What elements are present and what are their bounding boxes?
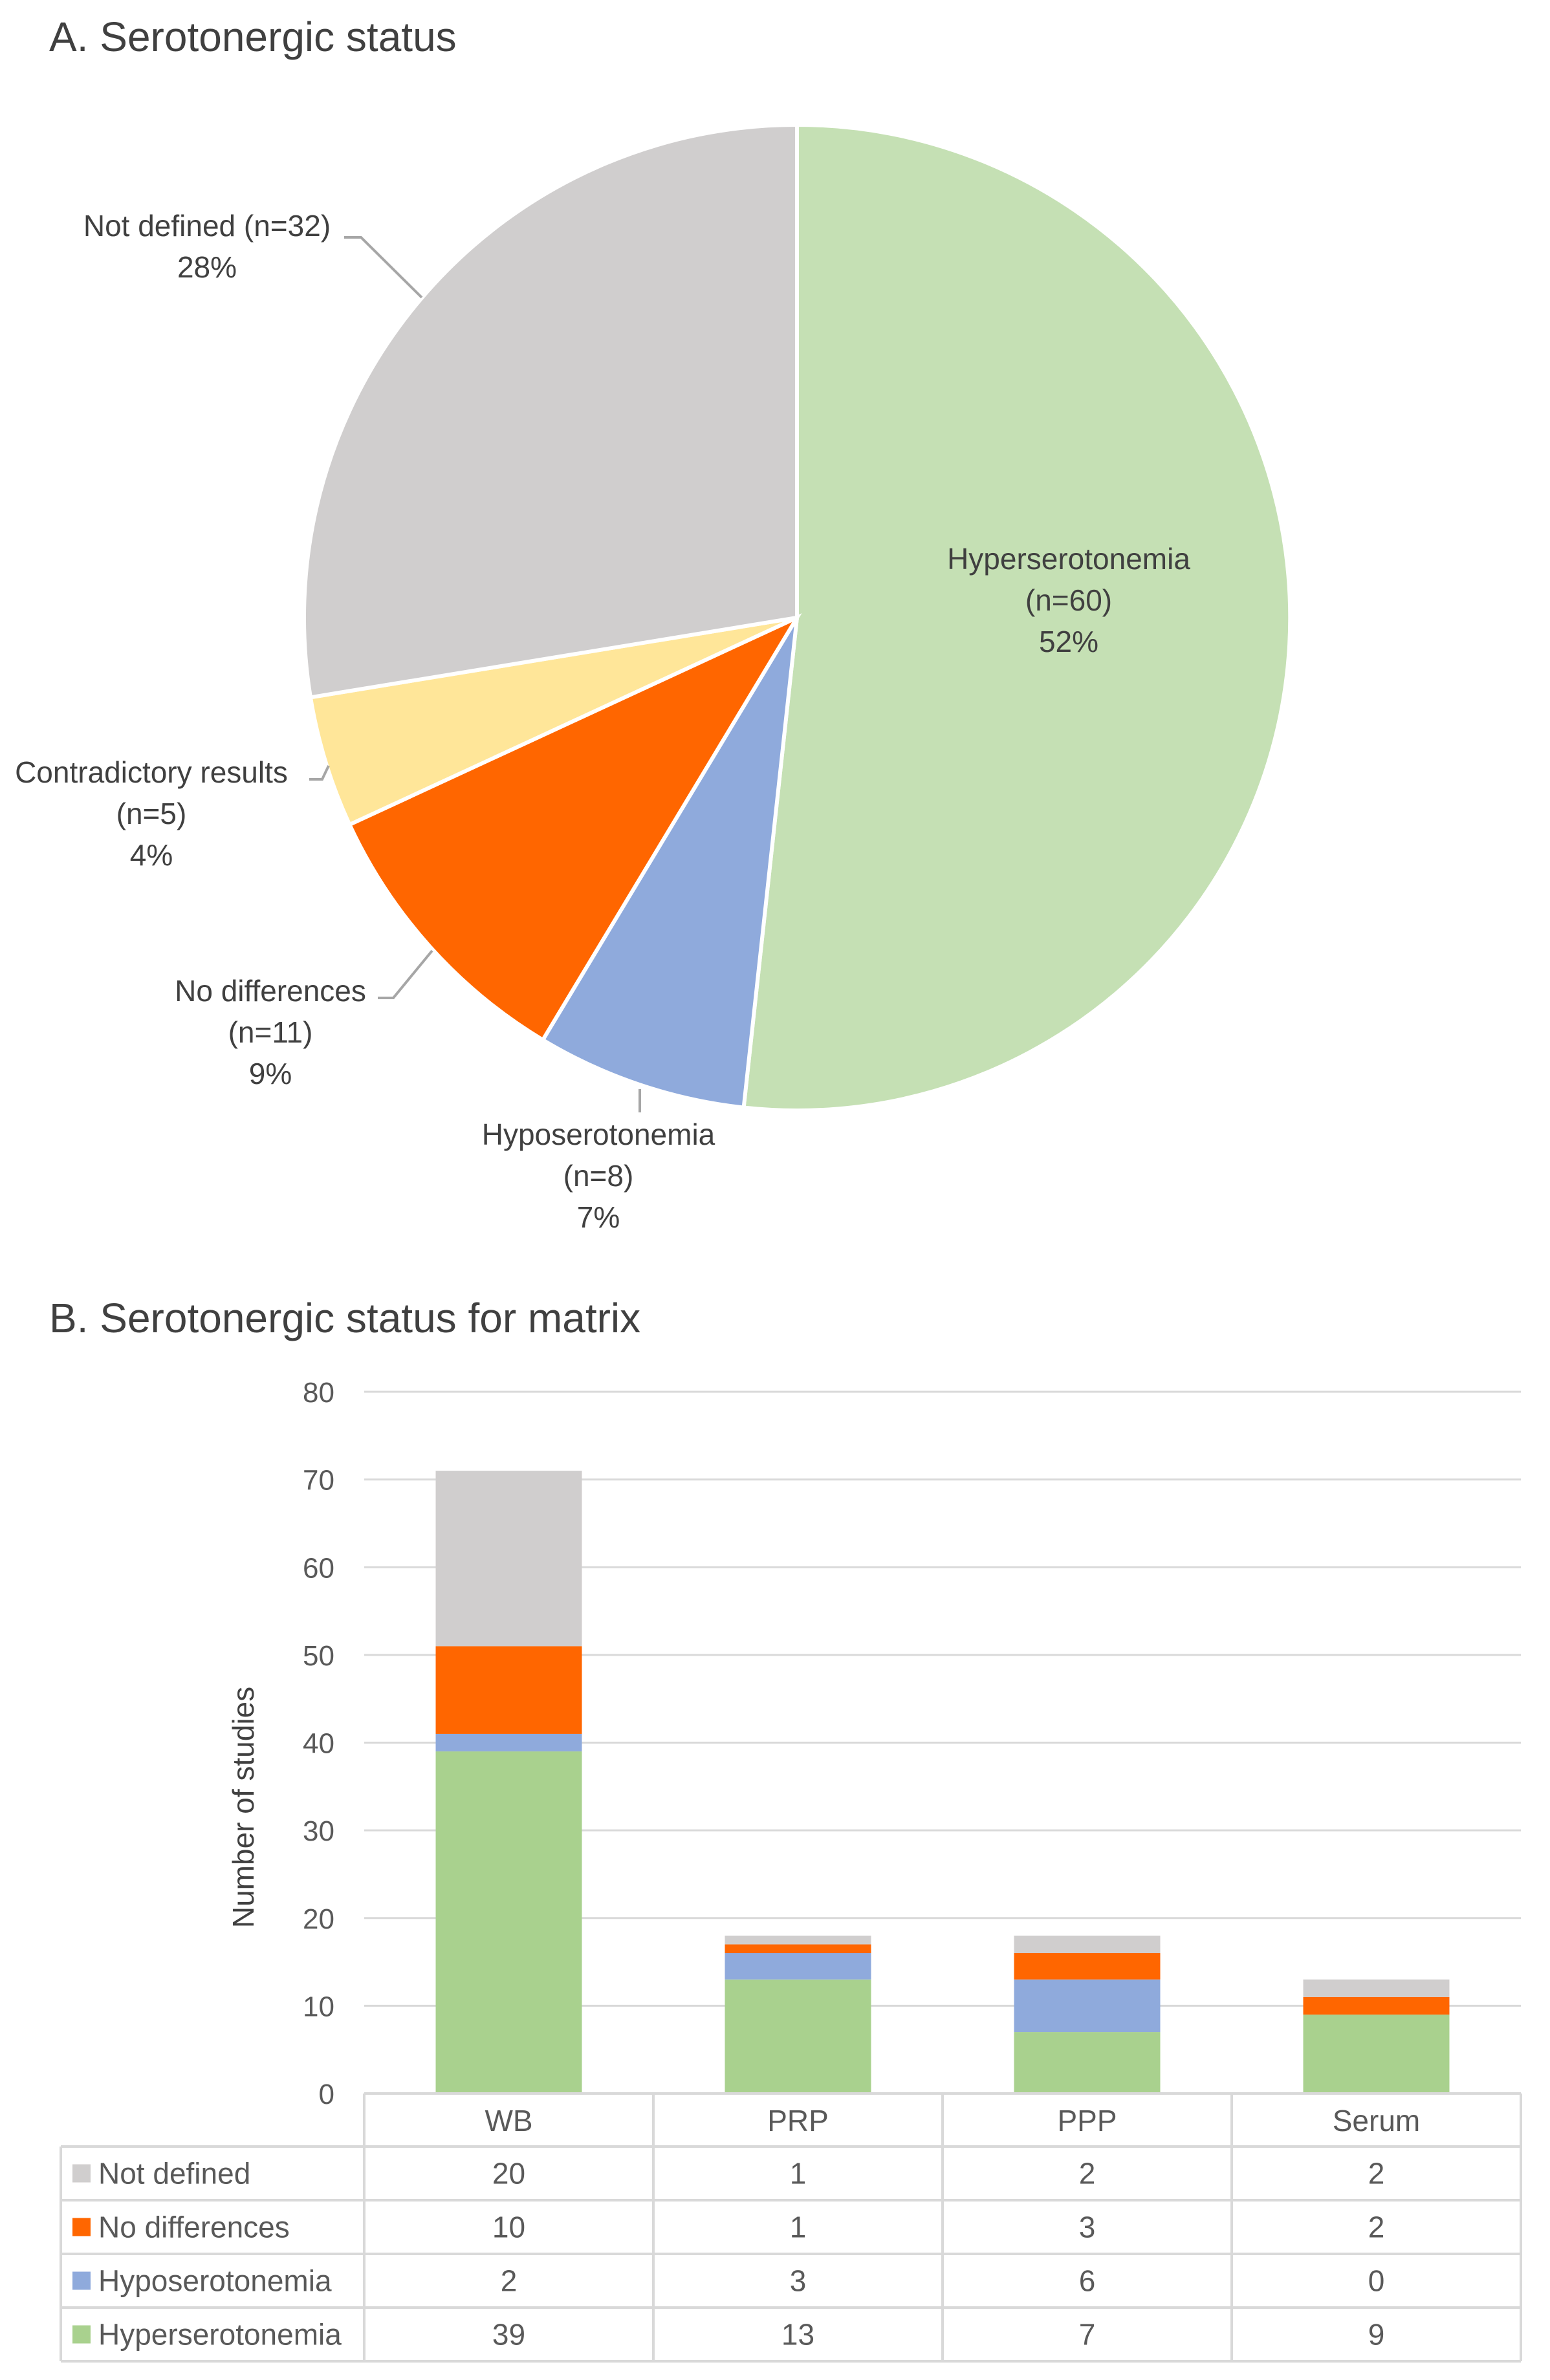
legend-swatch-hyperserotonemia [72,2326,91,2344]
panel-a-title: A. Serotonergic status [49,14,457,60]
table-cell-wb-hyperserotonemia: 39 [492,2317,526,2352]
bar-segment-ppp-not-defined [1014,1936,1161,1953]
pie-label-hyperserotonemia: Hyperserotonemia (n=60) 52% [947,542,1190,658]
bar-segment-prp-hyperserotonemia [725,1980,871,2093]
bar-segment-ppp-hyposerotonemia [1014,1980,1161,2032]
pie-label-hyposerotonemia: Hyposerotonemia (n=8) 7% [481,1118,715,1234]
y-tick-label: 10 [303,1991,334,2023]
legend-label-no-differences: No differences [98,2210,290,2244]
bar-segment-wb-no-differences [436,1646,582,1734]
table-cell-ppp-hyposerotonemia: 6 [1078,2264,1096,2298]
y-tick-label: 0 [318,2079,334,2110]
x-category-label: Serum [1332,2104,1421,2137]
bar-segment-ppp-hyperserotonemia [1014,2032,1161,2093]
table-cell-prp-hyperserotonemia: 13 [781,2317,815,2352]
pie-slice-not-defined-n-32 [304,125,797,697]
y-axis-label: Number of studies [226,1686,260,1929]
table-cell-wb-hyposerotonemia: 2 [500,2264,518,2298]
bar-segment-wb-hyposerotonemia [436,1734,582,1751]
table-cell-serum-no-differences: 2 [1368,2210,1385,2244]
pie-label-contradictory-results: Contradictory results (n=5) 4% [15,755,288,872]
table-cell-prp-not-defined: 1 [789,2156,807,2191]
x-category-label: WB [485,2104,533,2137]
y-tick-label: 30 [303,1815,334,1848]
pie-leader-line-not-defined-n-32 [344,237,422,298]
legend-label-hyposerotonemia: Hyposerotonemia [98,2264,332,2298]
table-cell-ppp-hyperserotonemia: 7 [1078,2317,1096,2352]
x-category-label: PPP [1057,2104,1117,2137]
legend-swatch-not-defined [72,2165,91,2183]
x-category-label: PRP [767,2104,829,2137]
bar-segment-prp-hyposerotonemia [725,1953,871,1980]
legend-swatch-no-differences [72,2218,91,2236]
table-cell-serum-not-defined: 2 [1368,2156,1385,2191]
pie-chart [15,125,1290,1234]
legend-label-hyperserotonemia: Hyperserotonemia [98,2317,342,2352]
panel-b-title: B. Serotonergic status for matrix [49,1295,641,1341]
pie-leader-line-no-differences [378,951,432,998]
stacked-bar-chart [61,1377,1521,2361]
table-cell-ppp-no-differences: 3 [1078,2210,1096,2244]
bar-segment-prp-not-defined [725,1936,871,1945]
table-cell-prp-hyposerotonemia: 3 [789,2264,807,2298]
bar-segment-wb-hyperserotonemia [436,1751,582,2093]
pie-slice-hyperserotonemia [744,125,1291,1110]
bar-segment-prp-no-differences [725,1944,871,1953]
table-cell-wb-no-differences: 10 [492,2210,526,2244]
y-tick-label: 50 [303,1639,334,1672]
legend-label-not-defined: Not defined [98,2156,251,2191]
y-tick-label: 60 [303,1552,334,1585]
y-tick-label: 40 [303,1727,334,1760]
bar-segment-wb-not-defined [436,1471,582,1646]
table-cell-serum-hyperserotonemia: 9 [1368,2317,1385,2352]
bar-segment-ppp-no-differences [1014,1953,1161,1980]
legend-swatch-hyposerotonemia [72,2272,91,2290]
y-tick-label: 70 [303,1464,334,1497]
pie-label-no-differences: No differences (n=11) 9% [175,974,366,1090]
pie-label-not-defined-n-32: Not defined (n=32) 28% [83,209,331,284]
bar-segment-serum-no-differences [1304,1997,1450,2015]
y-tick-label: 20 [303,1903,334,1935]
table-cell-serum-hyposerotonemia: 0 [1368,2264,1385,2298]
table-cell-ppp-not-defined: 2 [1078,2156,1096,2191]
bar-segment-serum-hyperserotonemia [1304,2015,1450,2093]
bar-segment-serum-not-defined [1304,1980,1450,1997]
y-tick-label: 80 [303,1377,334,1409]
table-cell-wb-not-defined: 20 [492,2156,526,2191]
table-cell-prp-no-differences: 1 [789,2210,807,2244]
